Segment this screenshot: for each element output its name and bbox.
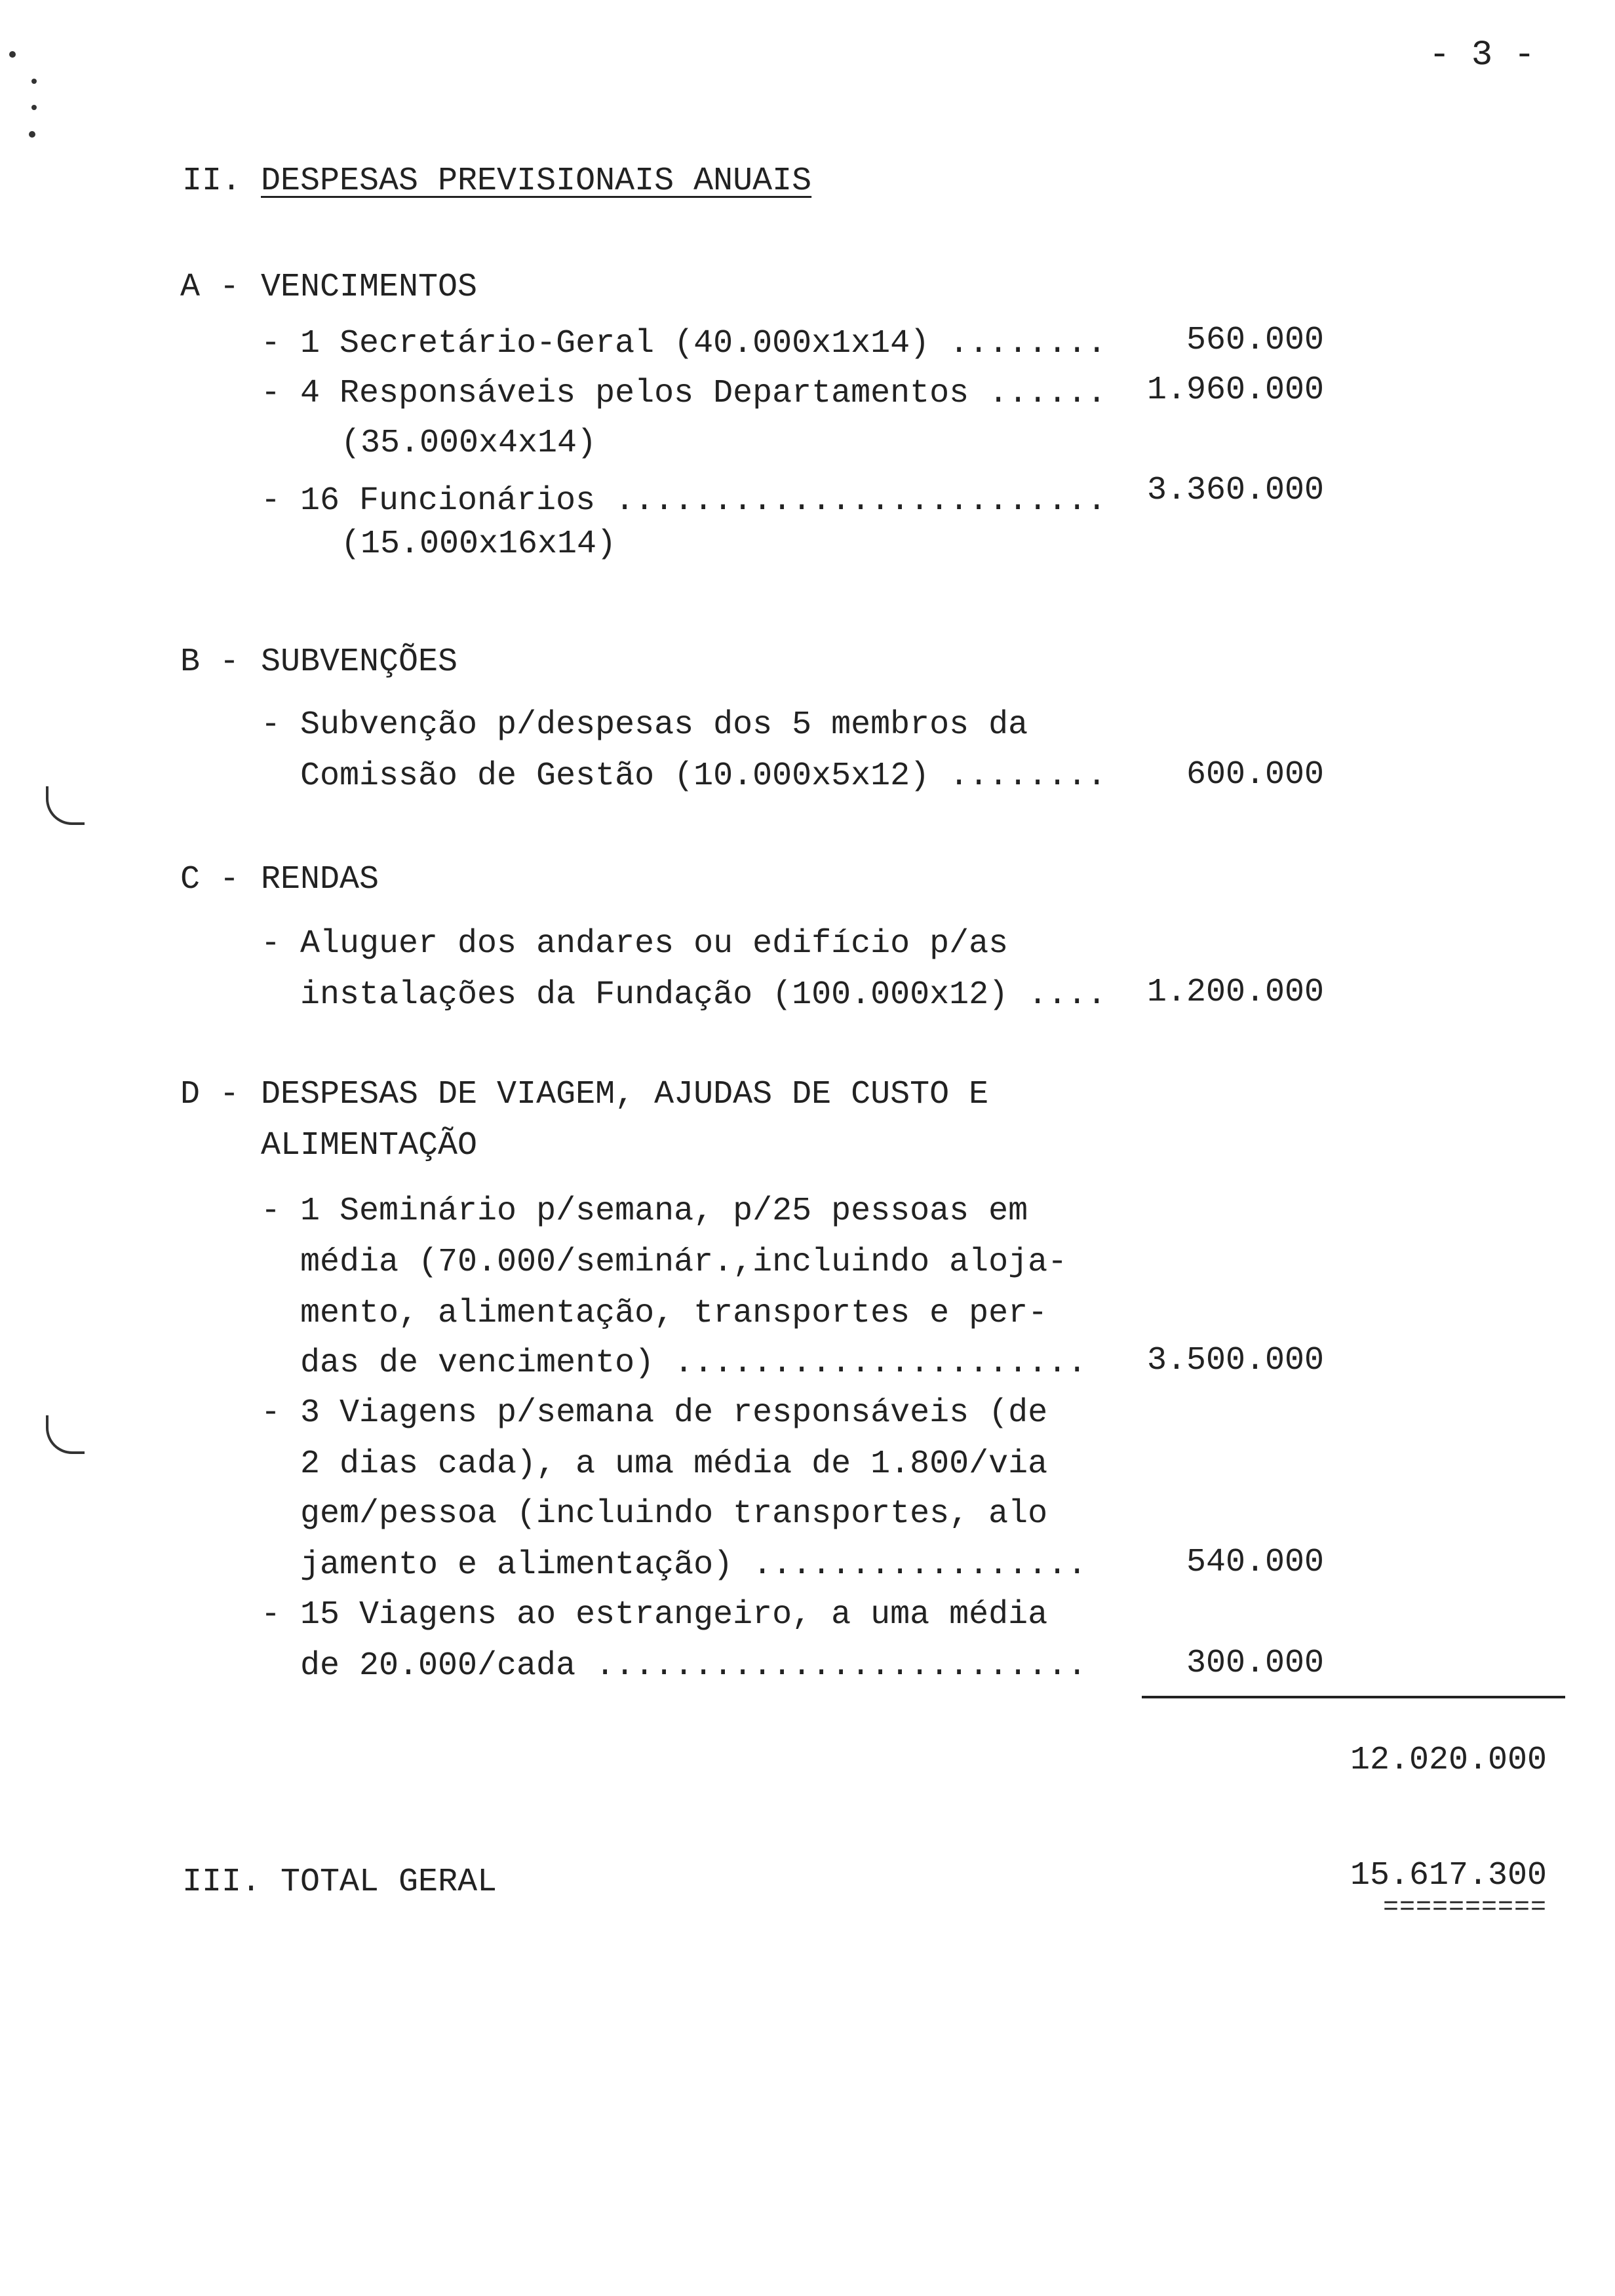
section-d-title-line1: DESPESAS DE VIAGEM, AJUDAS DE CUSTO E bbox=[261, 1076, 989, 1113]
section-c-amount: 1.200.000 bbox=[1146, 974, 1324, 1011]
section-d-item1-line1: - 1 Seminário p/semana, p/25 pessoas em bbox=[261, 1193, 1028, 1230]
section-d-item2-line3: gem/pessoa (incluindo transportes, alo bbox=[300, 1495, 1048, 1533]
section-d-item1-line3: mento, alimentação, transportes e per- bbox=[300, 1295, 1048, 1332]
section-a-item3-amount: 3.360.000 bbox=[1146, 472, 1324, 509]
section-b-line1: - Subvenção p/despesas dos 5 membros da bbox=[261, 706, 1028, 744]
section-d-item1-line4: das de vencimento) ..................... bbox=[300, 1345, 1087, 1382]
section-a-item1-amount: 560.000 bbox=[1186, 322, 1324, 359]
section-ii-numeral: II. bbox=[182, 163, 242, 200]
section-d-item2-line4: jamento e alimentação) ................. bbox=[300, 1546, 1087, 1584]
section-a-item3-detail: (15.000x16x14) bbox=[341, 526, 617, 563]
total-double-rule: ========== bbox=[1382, 1893, 1547, 1923]
section-b-amount: 600.000 bbox=[1186, 756, 1324, 794]
section-d-item2-line1: - 3 Viagens p/semana de responsáveis (de bbox=[261, 1394, 1048, 1432]
section-d-item1-amount: 3.500.000 bbox=[1146, 1342, 1324, 1379]
margin-speck bbox=[9, 51, 16, 58]
section-ii-title: DESPESAS PREVISIONAIS ANUAIS bbox=[261, 163, 812, 200]
section-d-item3-line2: de 20.000/cada ......................... bbox=[300, 1647, 1087, 1685]
section-d-title-line2: ALIMENTAÇÃO bbox=[261, 1127, 478, 1164]
section-d-item1-line2: média (70.000/seminár.,incluindo aloja- bbox=[300, 1244, 1068, 1281]
section-a-item2-detail: (35.000x4x14) bbox=[341, 425, 597, 462]
section-d-item3-amount: 300.000 bbox=[1186, 1645, 1324, 1682]
section-a-item1-text: - 1 Secretário-Geral (40.000x1x14) ........ bbox=[261, 325, 1107, 362]
section-b-title: SUBVENÇÕES bbox=[261, 643, 458, 681]
section-d-item3-line1: - 15 Viagens ao estrangeiro, a uma média bbox=[261, 1596, 1048, 1634]
subtotal-rule bbox=[1142, 1696, 1565, 1698]
margin-speck bbox=[29, 131, 35, 138]
section-d-item2-line2: 2 dias cada), a uma média de 1.800/via bbox=[300, 1445, 1048, 1483]
total-geral-label: III. TOTAL GERAL bbox=[182, 1864, 497, 1901]
section-b-letter: B - bbox=[180, 643, 240, 681]
section-a-letter: A - bbox=[180, 269, 240, 306]
total-geral-amount: 15.617.300 bbox=[1350, 1857, 1547, 1894]
section-c-title: RENDAS bbox=[261, 861, 379, 898]
section-a-item2-text: - 4 Responsáveis pelos Departamentos ...... bbox=[261, 375, 1107, 412]
subtotal-amount: 12.020.000 bbox=[1350, 1742, 1547, 1779]
section-a-item3-text: - 16 Funcionários ......................... bbox=[261, 482, 1107, 520]
section-d-item2-amount: 540.000 bbox=[1186, 1544, 1324, 1581]
page-number: - 3 - bbox=[1429, 35, 1536, 75]
hole-punch-mark bbox=[46, 786, 85, 825]
section-a-item2-amount: 1.960.000 bbox=[1146, 372, 1324, 409]
margin-speck bbox=[31, 105, 37, 110]
section-a-title: VENCIMENTOS bbox=[261, 269, 478, 306]
hole-punch-mark bbox=[46, 1415, 85, 1454]
section-c-line2: instalações da Fundação (100.000x12) .... bbox=[300, 976, 1107, 1014]
margin-speck bbox=[31, 79, 37, 84]
section-c-letter: C - bbox=[180, 861, 240, 898]
section-d-letter: D - bbox=[180, 1076, 240, 1113]
section-c-line1: - Aluguer dos andares ou edifício p/as bbox=[261, 925, 1009, 963]
section-b-line2: Comissão de Gestão (10.000x5x12) ........ bbox=[300, 757, 1107, 795]
